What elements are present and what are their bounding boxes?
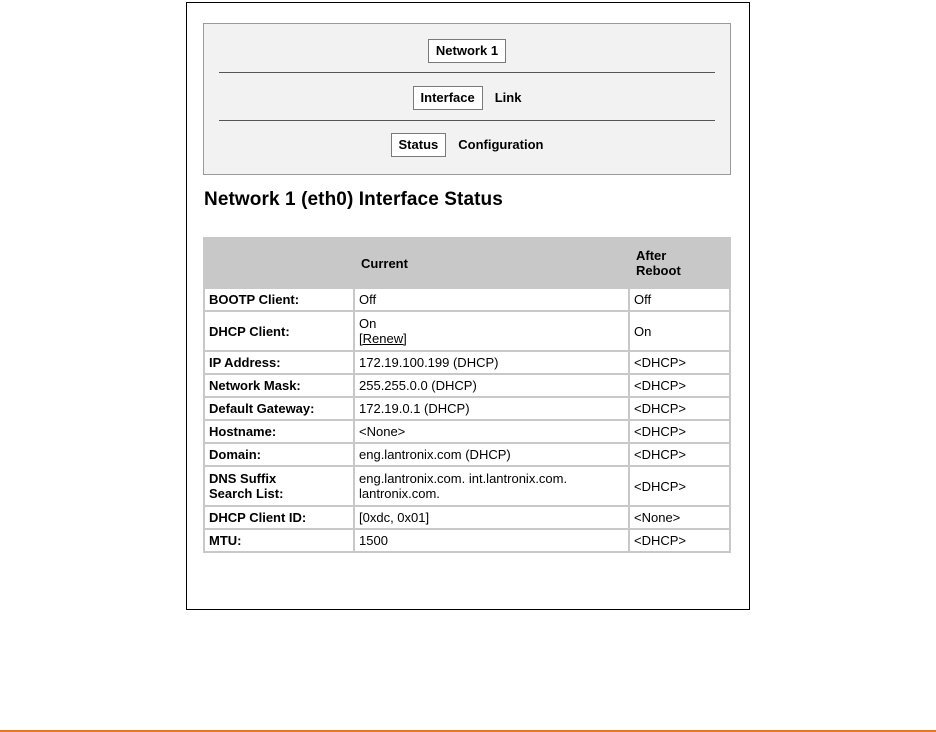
- header-current: Current: [355, 239, 628, 287]
- nav-row-view: [204, 132, 730, 158]
- page-title: Network 1 (eth0) Interface Status: [204, 189, 503, 210]
- row-label: BOOTP Client:: [205, 289, 353, 310]
- header-after-line1: After: [636, 248, 667, 263]
- header-label: [205, 239, 353, 287]
- tab-status[interactable]: Status: [391, 133, 447, 157]
- row-after: <None>: [630, 507, 729, 528]
- table-row: [205, 507, 729, 528]
- nav-divider: [219, 120, 715, 121]
- dns-current-line1: eng.lantronix.com. int.lantronix.com.: [359, 471, 568, 486]
- row-current: 172.19.100.199 (DHCP): [355, 352, 628, 373]
- tab-link[interactable]: Link: [494, 90, 522, 105]
- row-current: <None>: [355, 421, 628, 442]
- content-frame: [186, 2, 750, 610]
- nav-divider: [219, 72, 715, 73]
- table-row: [205, 530, 729, 551]
- navigation-panel: [203, 23, 731, 175]
- table-row: [205, 375, 729, 396]
- row-label: IP Address:: [205, 352, 353, 373]
- row-after: <DHCP>: [630, 375, 729, 396]
- row-after: <DHCP>: [630, 398, 729, 419]
- row-label: [205, 467, 353, 505]
- tab-interface[interactable]: Interface: [413, 86, 483, 110]
- table-row: [205, 421, 729, 442]
- row-label: Hostname:: [205, 421, 353, 442]
- dhcp-current-value: On: [359, 316, 377, 331]
- renew-link[interactable]: [Renew]: [359, 331, 407, 346]
- table-row: [205, 444, 729, 465]
- row-after: <DHCP>: [630, 421, 729, 442]
- table-row: [205, 312, 729, 350]
- dns-label-line1: DNS Suffix: [209, 471, 277, 486]
- nav-row-network: [204, 38, 730, 64]
- row-current: 1500: [355, 530, 628, 551]
- table-row: [205, 398, 729, 419]
- row-after: Off: [630, 289, 729, 310]
- header-after-line2: Reboot: [636, 263, 681, 278]
- table-row: [205, 352, 729, 373]
- interface-status-table: [203, 237, 731, 553]
- row-label: MTU:: [205, 530, 353, 551]
- header-after-reboot: [630, 239, 729, 287]
- row-after: <DHCP>: [630, 467, 729, 505]
- row-label: Default Gateway:: [205, 398, 353, 419]
- row-current: [0xdc, 0x01]: [355, 507, 628, 528]
- row-after: <DHCP>: [630, 530, 729, 551]
- dns-current-line2: lantronix.com.: [359, 486, 440, 501]
- row-after: <DHCP>: [630, 444, 729, 465]
- tab-configuration[interactable]: Configuration: [458, 137, 544, 152]
- nav-row-section: [204, 85, 730, 111]
- row-after: On: [630, 312, 729, 350]
- row-after: <DHCP>: [630, 352, 729, 373]
- row-current: Off: [355, 289, 628, 310]
- dns-label-line2: Search List:: [209, 486, 284, 501]
- row-label: Domain:: [205, 444, 353, 465]
- row-current: eng.lantronix.com (DHCP): [355, 444, 628, 465]
- row-current: 172.19.0.1 (DHCP): [355, 398, 628, 419]
- row-label: DHCP Client:: [205, 312, 353, 350]
- table-header-row: [205, 239, 729, 287]
- row-current: [355, 312, 628, 350]
- table-row: [205, 289, 729, 310]
- row-label: DHCP Client ID:: [205, 507, 353, 528]
- row-current: 255.255.0.0 (DHCP): [355, 375, 628, 396]
- row-current: [355, 467, 628, 505]
- tab-network-1[interactable]: Network 1: [428, 39, 506, 63]
- row-label: Network Mask:: [205, 375, 353, 396]
- table-row: [205, 467, 729, 505]
